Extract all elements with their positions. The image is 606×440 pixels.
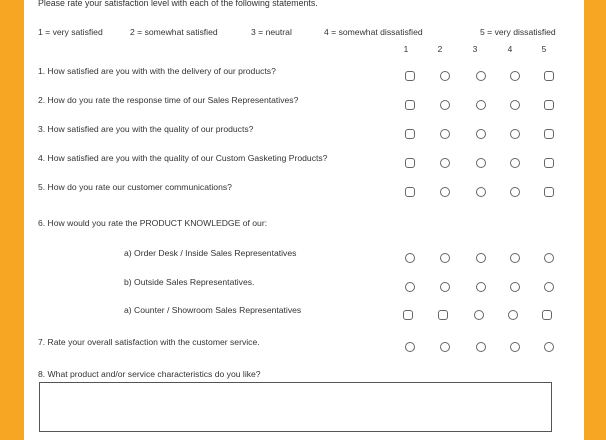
q7-rating-2[interactable] [440,342,450,352]
q6b-rating-1[interactable] [405,282,415,292]
q6a-rating-1[interactable] [405,253,415,263]
q6c-rating-5[interactable] [542,310,552,320]
q5-rating-1[interactable] [405,187,415,197]
column-number-5: 5 [541,44,547,54]
q3-rating-5[interactable] [544,129,554,139]
q2-rating-3[interactable] [476,100,486,110]
question-7: 7. Rate your overall satisfaction with the customer service. [38,337,260,347]
question-4: 4. How satisfied are you with the quality of our Custom Gasketing Products? [38,153,328,163]
q8-answer-box[interactable] [39,382,552,432]
q6a-rating-5[interactable] [544,253,554,263]
column-number-4: 4 [507,44,513,54]
q6c-rating-1[interactable] [403,310,413,320]
q6a-rating-4[interactable] [510,253,520,263]
q4-rating-1[interactable] [405,158,415,168]
q1-rating-5[interactable] [544,71,554,81]
question-8: 8. What product and/or service characteristics do you like? [38,369,261,379]
q2-rating-1[interactable] [405,100,415,110]
q2-rating-4[interactable] [510,100,520,110]
column-number-3: 3 [472,44,478,54]
column-number-1: 1 [403,44,409,54]
q4-rating-5[interactable] [544,158,554,168]
question-6: 6. How would you rate the PRODUCT KNOWLEDGE of our: [38,218,268,228]
q6b-rating-5[interactable] [544,282,554,292]
q2-rating-5[interactable] [544,100,554,110]
q4-rating-4[interactable] [510,158,520,168]
question-5: 5. How do you rate our customer communications? [38,182,232,192]
q7-rating-4[interactable] [510,342,520,352]
q6a-rating-2[interactable] [440,253,450,263]
q6b-rating-4[interactable] [510,282,520,292]
legend-very-satisfied: 1 = very satisfied [38,27,103,37]
q4-rating-3[interactable] [476,158,486,168]
q5-rating-4[interactable] [510,187,520,197]
question-2: 2. How do you rate the response time of our Sales Representatives? [38,95,299,105]
q1-rating-1[interactable] [405,71,415,81]
q6c-rating-3[interactable] [474,310,484,320]
q5-rating-5[interactable] [544,187,554,197]
q6a-rating-3[interactable] [476,253,486,263]
survey-sheet [24,0,584,440]
q1-rating-3[interactable] [476,71,486,81]
q1-rating-4[interactable] [510,71,520,81]
legend-somewhat-satisfied: 2 = somewhat satisfied [130,27,218,37]
legend-very-dissatisfied: 5 = very dissatisfied [480,27,556,37]
q6b-rating-3[interactable] [476,282,486,292]
q7-rating-1[interactable] [405,342,415,352]
q3-rating-2[interactable] [440,129,450,139]
q7-rating-3[interactable] [476,342,486,352]
q6b-rating-2[interactable] [440,282,450,292]
legend-neutral: 3 = neutral [251,27,292,37]
question-6b: b) Outside Sales Representatives. [124,277,255,287]
question-6c: a) Counter / Showroom Sales Representatives [124,305,302,315]
q1-rating-2[interactable] [440,71,450,81]
q3-rating-1[interactable] [405,129,415,139]
q3-rating-3[interactable] [476,129,486,139]
q3-rating-4[interactable] [510,129,520,139]
question-6a: a) Order Desk / Inside Sales Representatives [124,248,297,258]
column-number-2: 2 [437,44,443,54]
q2-rating-2[interactable] [440,100,450,110]
question-3: 3. How satisfied are you with the quality of our products? [38,124,254,134]
q7-rating-5[interactable] [544,342,554,352]
intro-text: Please rate your satisfaction level with each of the following statements. [38,0,318,8]
q6c-rating-4[interactable] [508,310,518,320]
q5-rating-2[interactable] [440,187,450,197]
legend-somewhat-dissatisfied: 4 = somewhat dissatisfied [324,27,423,37]
q5-rating-3[interactable] [476,187,486,197]
q6c-rating-2[interactable] [438,310,448,320]
question-1: 1. How satisfied are you with with the delivery of our products? [38,66,276,76]
q4-rating-2[interactable] [440,158,450,168]
